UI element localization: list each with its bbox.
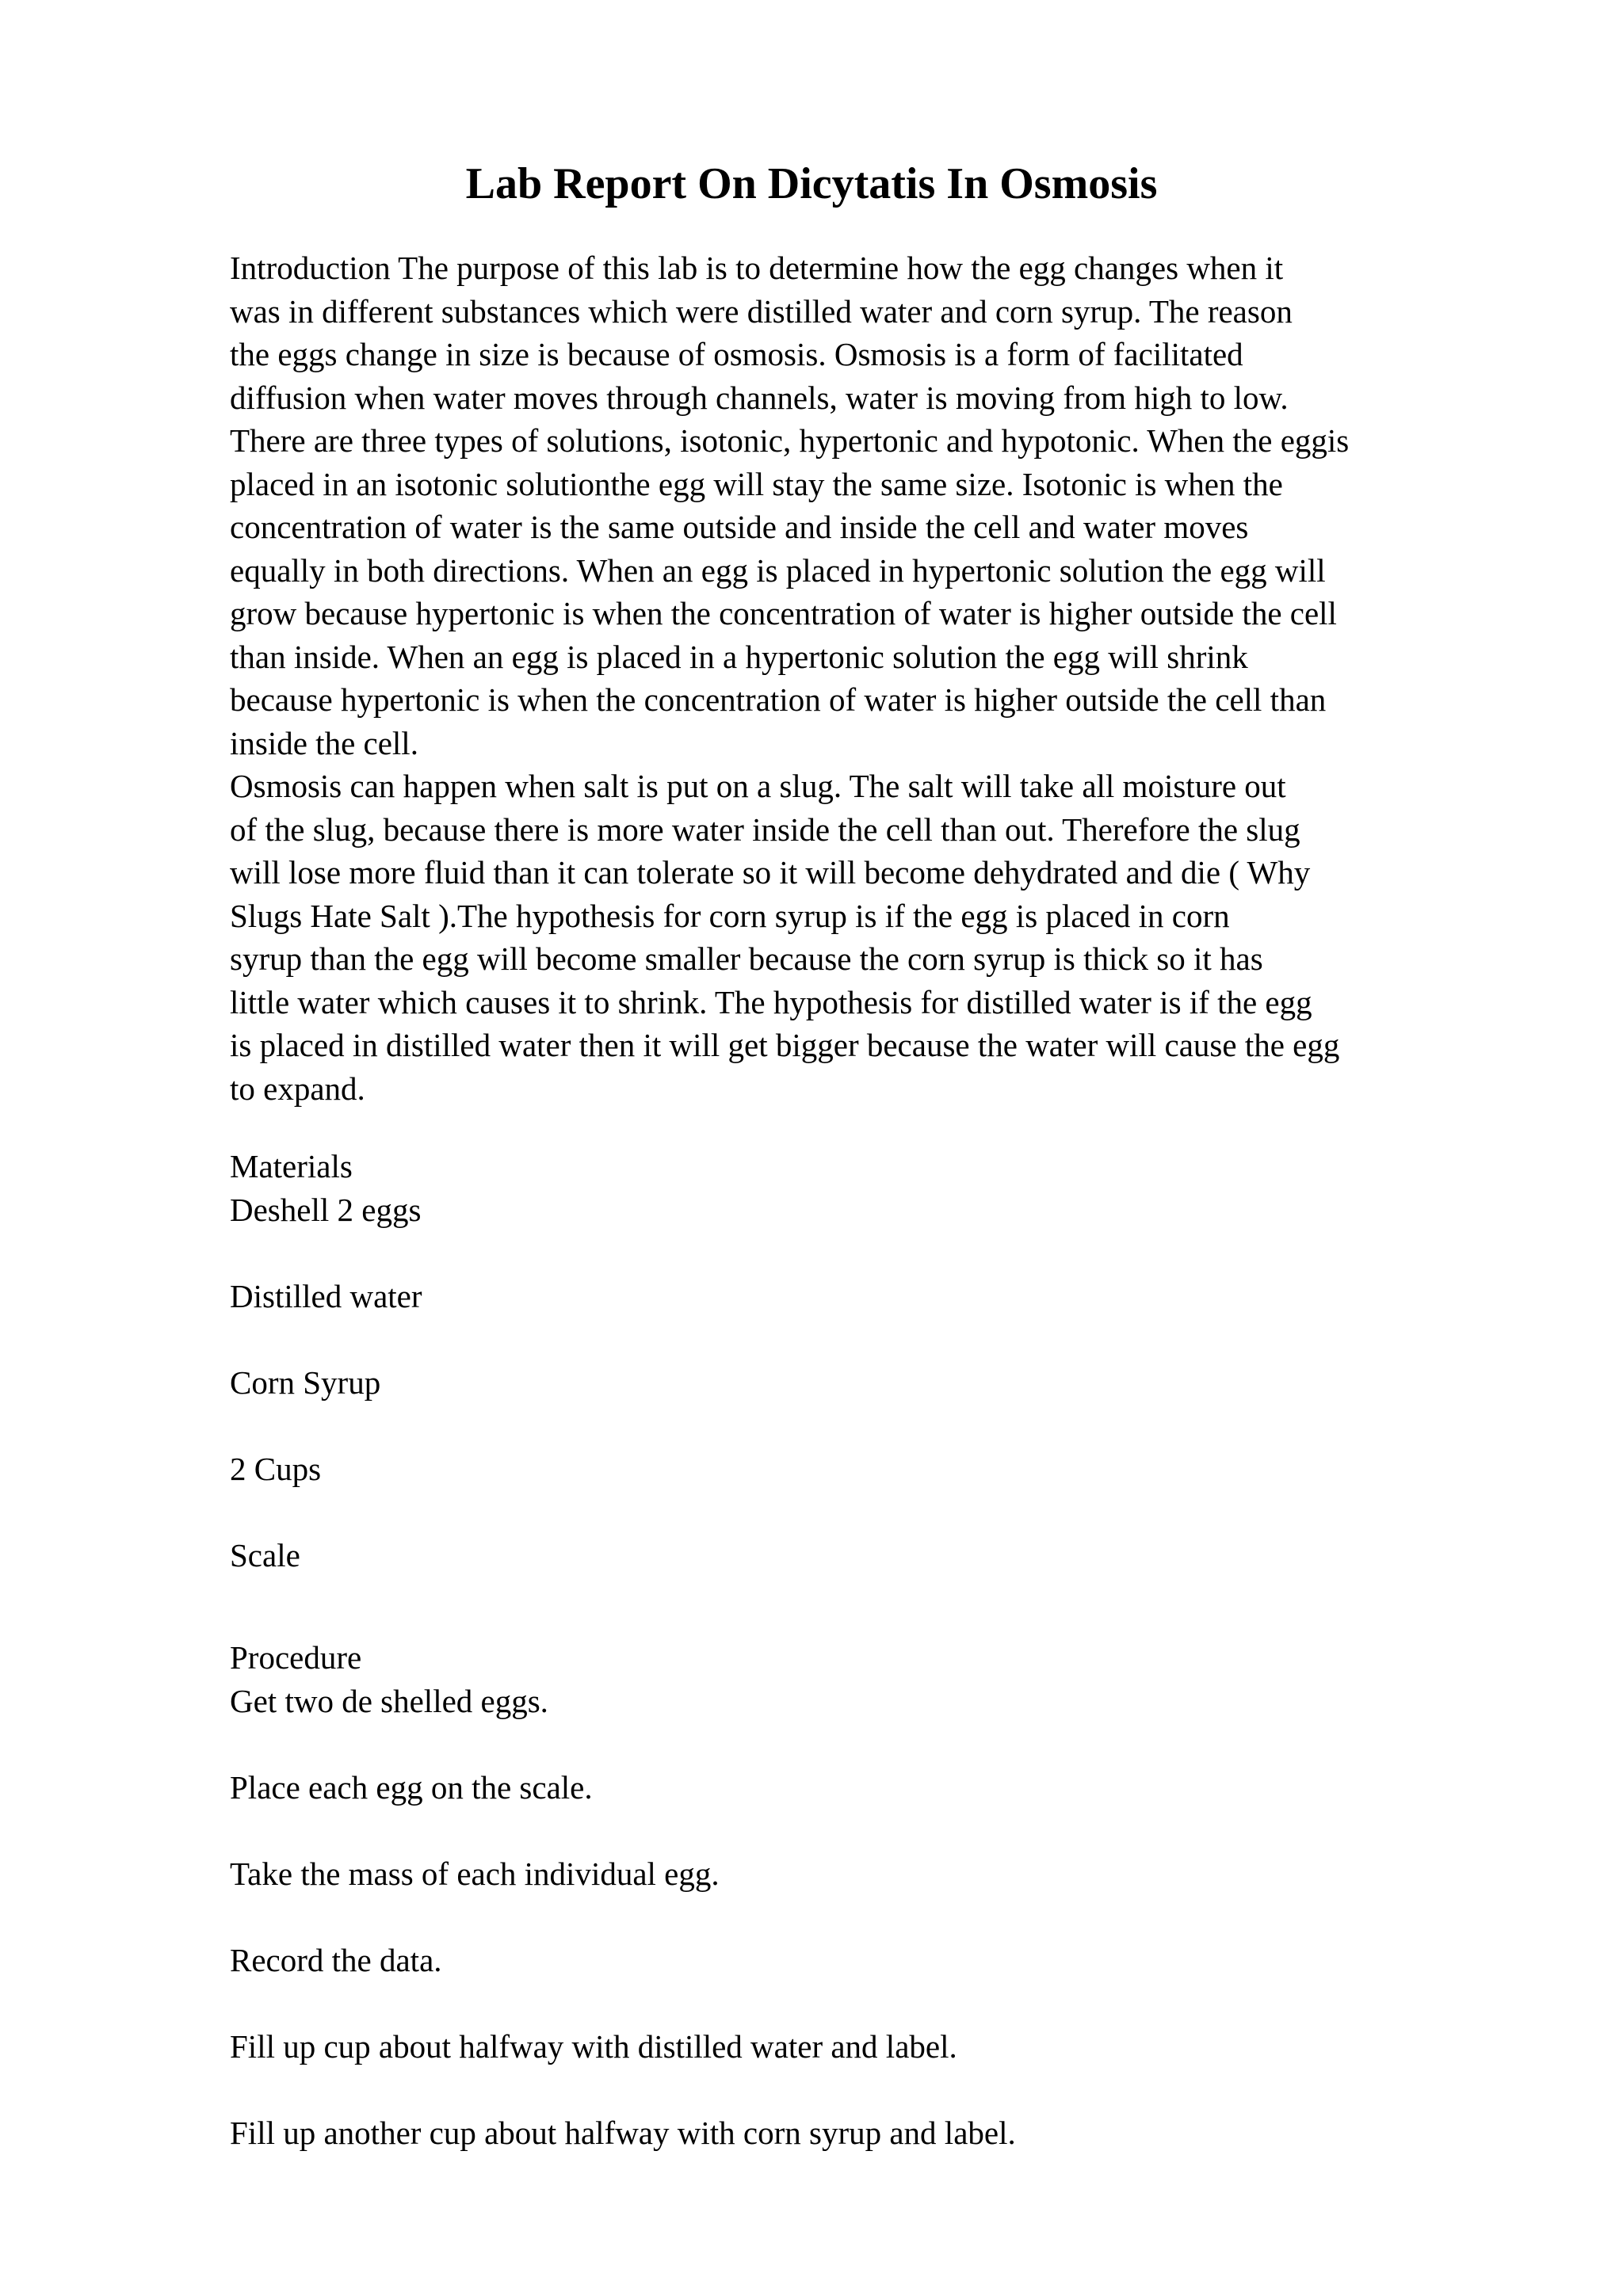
procedure-step: Place each egg on the scale. — [230, 1768, 593, 1806]
paragraph-line: to expand. — [230, 1070, 365, 1107]
paragraph-line: than inside. When an egg is placed in a hypertonic solution the egg will shrink — [230, 638, 1248, 675]
materials-item: Corn Syrup — [230, 1363, 381, 1401]
materials-item: 2 Cups — [230, 1450, 322, 1487]
procedure-step: Get two de shelled eggs. — [230, 1682, 548, 1719]
procedure-step: Take the mass of each individual egg. — [230, 1855, 720, 1892]
paragraph-line: is placed in distilled water then it will get bigger because the water will cause the egg — [230, 1027, 1340, 1063]
paragraph-line: because hypertonic is when the concentration of water is higher outside the cell than — [230, 681, 1327, 718]
materials-heading: Materials — [230, 1148, 353, 1184]
paragraph-line: concentration of water is the same outside and inside the cell and water moves — [230, 509, 1249, 545]
paragraph-line: grow because hypertonic is when the concentration of water is higher outside the cell — [230, 595, 1337, 631]
materials-section — [230, 1145, 1529, 1577]
page-title: Lab Report On Dicytatis In Osmosis — [465, 159, 1158, 208]
paragraph-line: syrup than the egg will become smaller because the corn syrup is thick so it has — [230, 940, 1263, 977]
paragraph-line: little water which causes it to shrink. The hypothesis for distilled water is if the egg — [230, 983, 1312, 1020]
paragraph-line: the eggs change in size is because of osmosis. Osmosis is a form of facilitated — [230, 336, 1243, 372]
procedure-heading: Procedure — [230, 1639, 362, 1676]
procedure-section — [230, 1636, 1529, 2154]
hypothesis-paragraph — [230, 765, 1529, 1110]
paragraph-line: There are three types of solutions, isotonic, hypertonic and hypotonic. When the eggis — [230, 422, 1350, 459]
paragraph-line: Slugs Hate Salt ).The hypothesis for corn syrup is if the egg is placed in corn — [230, 897, 1230, 934]
materials-item: Deshell 2 eggs — [230, 1191, 422, 1228]
introduction-paragraph — [230, 246, 1529, 765]
materials-item: Scale — [230, 1536, 300, 1573]
paragraph-line: Introduction The purpose of this lab is to determine how the egg changes when it — [230, 250, 1284, 286]
paragraph-line: will lose more fluid than it can tolerate so it will become dehydrated and die ( Why — [230, 854, 1311, 891]
paragraph-line: diffusion when water moves through channels, water is moving from high to low. — [230, 379, 1289, 416]
paragraph-line: placed in an isotonic solutionthe egg will stay the same size. Isotonic is when the — [230, 465, 1283, 502]
procedure-step: Record the data. — [230, 1941, 442, 1978]
paragraph-line: of the slug, because there is more water inside the cell than out. Therefore the slug — [230, 810, 1300, 848]
paragraph-line: was in different substances which were distilled water and corn syrup. The reason — [230, 292, 1293, 330]
materials-item: Distilled water — [230, 1277, 422, 1314]
procedure-step: Fill up cup about halfway with distilled water and label. — [230, 2027, 957, 2065]
paragraph-line: equally in both directions. When an egg is placed in hypertonic solution the egg will — [230, 551, 1326, 589]
paragraph-line: Osmosis can happen when salt is put on a slug. The salt will take all moisture out — [230, 768, 1286, 804]
paragraph-line: inside the cell. — [230, 724, 418, 761]
procedure-step: Fill up another cup about halfway with corn syrup and label. — [230, 2114, 1016, 2151]
